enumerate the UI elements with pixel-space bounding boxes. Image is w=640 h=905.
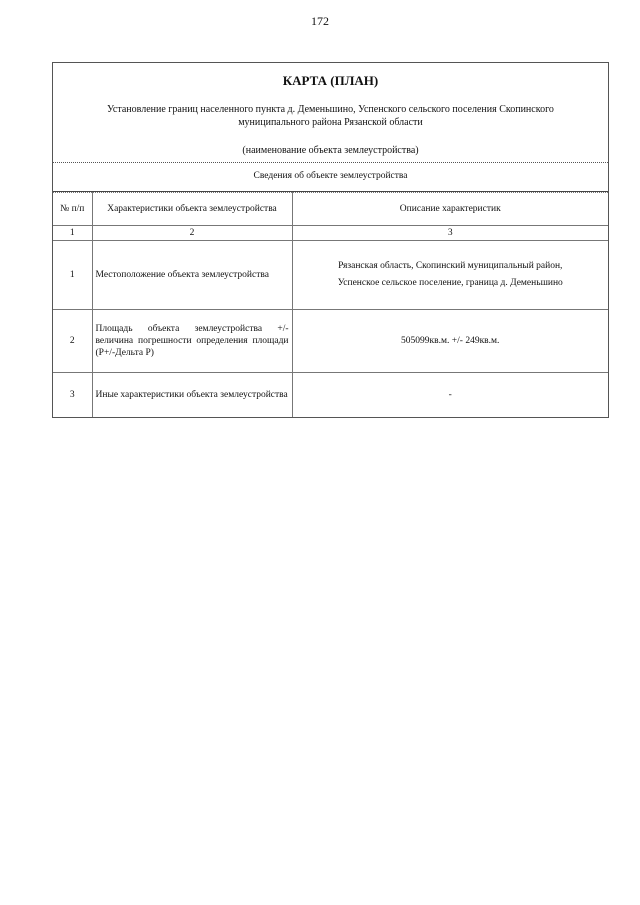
table-row	[53, 373, 608, 418]
row-number: 3	[53, 373, 92, 418]
row-description-line: Рязанская область, Скопинский муниципальный район,	[338, 261, 563, 271]
document-title: КАРТА (ПЛАН)	[282, 73, 379, 88]
document-subtitle: Установление границ населенного пункта д. Деменьшино, Успенского сельского поселения Скопинского муниципального района Рязанской области	[107, 104, 554, 128]
column-index: 3	[292, 226, 608, 241]
column-header-characteristic: Характеристики объекта землеустройства	[92, 193, 292, 226]
column-header-num: № п/п	[53, 193, 92, 226]
document-header	[53, 63, 608, 163]
document-frame	[52, 62, 609, 418]
info-table	[53, 192, 608, 417]
column-index: 2	[92, 226, 292, 241]
row-characteristic: Местоположение объекта землеустройства	[92, 241, 292, 310]
row-description-line: Успенское сельское поселение, граница д. Деменьшино	[337, 278, 563, 288]
row-number: 1	[53, 241, 92, 310]
column-header-description: Описание характеристик	[292, 193, 608, 226]
row-description: -	[292, 373, 608, 418]
table-row	[53, 310, 608, 373]
table-row	[53, 241, 608, 310]
row-description: 505099кв.м. +/- 249кв.м.	[292, 310, 608, 373]
table-header-row	[53, 193, 608, 226]
document-caption: (наименование объекта землеустройства)	[242, 145, 419, 156]
row-number: 2	[53, 310, 92, 373]
info-heading: Сведения об объекте землеустройства	[53, 163, 608, 192]
page-number: 172	[311, 14, 329, 28]
row-description	[292, 241, 608, 310]
column-index: 1	[53, 226, 92, 241]
row-characteristic: Иные характеристики объекта землеустройства	[92, 373, 292, 418]
row-characteristic: Площадь объекта землеустройства +/- величина погрешности определения площади (P+/-Дельта P)	[92, 310, 292, 373]
column-index-row	[53, 226, 608, 241]
